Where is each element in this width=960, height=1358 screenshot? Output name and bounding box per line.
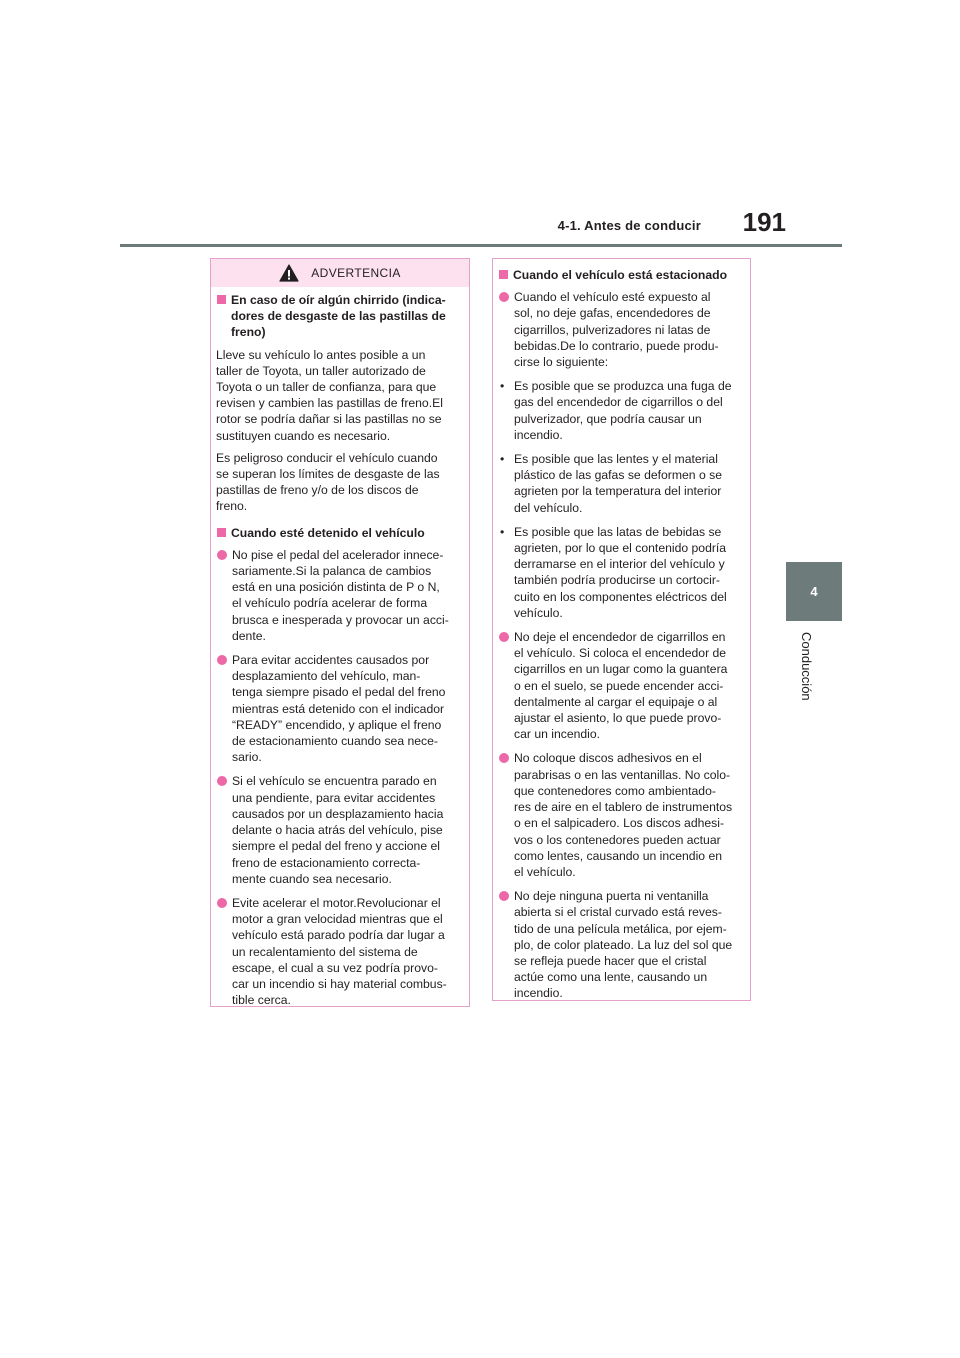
sub-list-item bbox=[498, 524, 744, 621]
warning-title: ADVERTENCIA bbox=[311, 266, 401, 280]
heading-text: En caso de oír algún chirrido (indica- dores de desgaste de las pastillas de freno) bbox=[231, 293, 446, 340]
circle-bullet-icon bbox=[499, 891, 509, 901]
list-item-text: No deje el encendedor de cigarrillos en el vehículo. Si coloca el encendedor de cigarrillos en un lugar como la guantera o en el suelo, se puede encender acci- dentalmente al cargar el equipaje o al ajustar el asiento, lo que puede provo- car un incendio. bbox=[514, 630, 728, 742]
list-item bbox=[216, 773, 463, 886]
circle-bullet-icon bbox=[217, 655, 227, 665]
sub-list-item bbox=[498, 451, 744, 516]
sub-bullet-marker: • bbox=[500, 524, 505, 539]
heading-text: Cuando el vehículo está estacionado bbox=[513, 268, 728, 282]
warning-triangle-icon bbox=[279, 264, 299, 282]
section-heading bbox=[216, 525, 463, 541]
paragraph: Es peligroso conducir el vehículo cuando se superan los límites de desgaste de las pastillas de freno y/o de los discos de freno. bbox=[216, 450, 440, 514]
warning-box-continued bbox=[492, 258, 751, 1001]
list-item bbox=[216, 652, 463, 765]
list-item-text: Si el vehículo se encuentra parado en una pendiente, para evitar accidentes causados por un desplazamiento hacia delante o hacia atrás del vehículo, pise siempre el pedal del freno y accione el freno de estacionamiento correcta- mente cuando sea necesario. bbox=[232, 774, 444, 886]
page-number: 191 bbox=[742, 207, 786, 237]
circle-bullet-icon bbox=[499, 292, 509, 302]
list-item-text: No coloque discos adhesivos en el parabrisas o en las ventanillas. No colo- que contenedores como ambientado- res de aire en el tablero de instrumentos o en el salpicadero. Los discos adhesi- vos o los contenedores pueden actuar como lentes, causando un incendio en el vehículo. bbox=[514, 751, 733, 879]
sub-list-item bbox=[498, 378, 744, 443]
circle-bullet-icon bbox=[217, 898, 227, 908]
circle-bullet-icon bbox=[217, 550, 227, 560]
chapter-tab bbox=[786, 562, 842, 621]
list-item bbox=[498, 888, 744, 1001]
header-rule bbox=[120, 244, 842, 247]
heading-text: Cuando esté detenido el vehículo bbox=[231, 525, 425, 540]
chapter-title: Conducción bbox=[799, 632, 814, 701]
list-item bbox=[498, 629, 744, 742]
section-heading bbox=[498, 267, 744, 283]
list-item-text: No pise el pedal del acelerador innece- sariamente.Si la palanca de cambios está en una posición distinta de P o N, el vehículo podría acelerar de forma brusca e inesperada y provocar un acci- dente. bbox=[232, 547, 449, 643]
list-item bbox=[216, 547, 463, 644]
circle-bullet-icon bbox=[217, 776, 227, 786]
list-item-text: No deje ninguna puerta ni ventanilla abierta si el cristal curvado está reves- tido de una película metálica, por ejem- plo, de color plateado. La luz del sol que se refleja puede hacer que el cristal actúe como una lente, causando un incendio. bbox=[514, 889, 733, 1001]
paragraph: Lleve su vehículo lo antes posible a un taller de Toyota, un taller autorizado de Toyota o un taller de confianza, para que revisen y cambien las pastillas de freno.El rotor se podría dañar si las pastillas no se sustituyen cuando es necesario. bbox=[216, 347, 443, 443]
warning-content-continued bbox=[493, 261, 750, 1002]
warning-header bbox=[211, 259, 469, 287]
warning-box bbox=[210, 258, 470, 1007]
list-item bbox=[498, 289, 744, 370]
chapter-number: 4 bbox=[810, 584, 818, 599]
sub-list-item-text: Es posible que se produzca una fuga de gas del encendedor de cigarrillos o del pulverizador, que podría causar un incendio. bbox=[514, 379, 732, 442]
list-item-text: Evite acelerar el motor.Revolucionar el motor a gran velocidad mientras que el vehículo está parado podría dar lugar a un recalentamiento del sistema de escape, el cual a su vez podría provo- car un incendio si hay material combus- tible cerca. bbox=[232, 895, 447, 1008]
sub-list-item-text: Es posible que las latas de bebidas se agrieten, por lo que el contenido podría derramarse en el interior del vehículo y también podría producirse un cortocir- cuito en los componentes eléctricos del vehículo. bbox=[514, 524, 727, 620]
circle-bullet-icon bbox=[499, 632, 509, 642]
list-item-text: Cuando el vehículo esté expuesto al sol, no deje gafas, encendedores de cigarrillos, pulverizadores ni latas de bebidas.De lo contrario, puede produ- cirse lo siguiente: bbox=[514, 290, 719, 370]
list-item-text: Para evitar accidentes causados por desplazamiento del vehículo, man- tenga siempre pisado el pedal del freno mientras está detenido con el indicador “READY” encendido, y aplique el freno de estacionamiento cuando sea nece- sario. bbox=[232, 653, 446, 765]
sub-bullet-marker: • bbox=[500, 452, 505, 467]
list-item bbox=[498, 750, 744, 880]
sub-list-item-text: Es posible que las lentes y el material plástico de las gafas se deformen o se agrieten por la temperatura del interior del vehículo. bbox=[514, 452, 722, 515]
list-item bbox=[216, 895, 463, 1008]
warning-content bbox=[211, 287, 469, 1008]
section-label: 4-1. Antes de conducir bbox=[557, 218, 701, 233]
section-heading bbox=[216, 292, 463, 341]
circle-bullet-icon bbox=[499, 753, 509, 763]
square-bullet-icon bbox=[499, 270, 508, 279]
square-bullet-icon bbox=[217, 295, 226, 304]
sub-bullet-marker: • bbox=[500, 379, 505, 394]
square-bullet-icon bbox=[217, 528, 226, 537]
